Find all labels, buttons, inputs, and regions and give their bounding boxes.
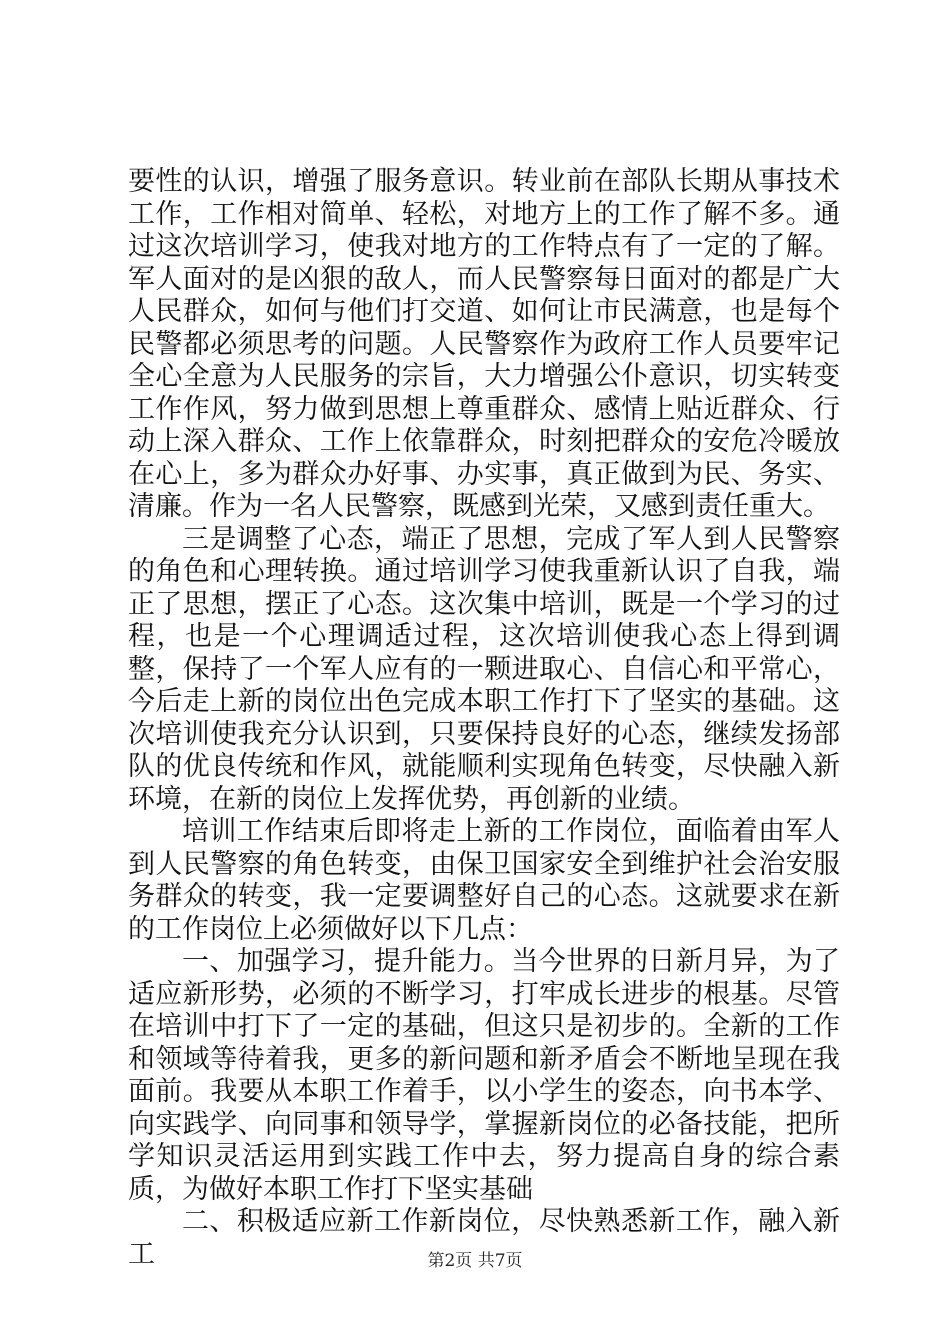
paragraph-4: 一、加强学习，提升能力。当今世界的日新月异，为了适应新形势，必须的不断学习，打牢成长进步的根基。尽管在培训中打下了一定的基础，但这只是初步的。全新的工作和领域等待着我，更多的新问题和新矛盾会不断地呈现在我面前。我要从本职工作着手，以小学生的姿态，向书本学、向实践学、向同事和领导学，掌握新岗位的必备技能，把所学知识灵活运用到实践工作中去，努力提高自身的综合素质，为做好本职工作打下坚实基础 [128,946,840,1205]
page-footer: 第2页 共7页 [427,1251,523,1271]
document-body [128,166,840,1271]
paragraph-3: 培训工作结束后即将走上新的工作岗位，面临着由军人到人民警察的角色转变，由保卫国家安全到维护社会治安服务群众的转变，我一定要调整好自己的心态。这就要求在新的工作岗位上必须做好以下几点： [128,816,840,945]
paragraph-5: 二、积极适应新工作新岗位，尽快熟悉新工作，融入新工 [128,1206,840,1270]
paragraph-2: 三是调整了心态，端正了思想，完成了军人到人民警察的角色和心理转换。通过培训学习使我重新认识了自我，端正了思想，摆正了心态。这次集中培训，既是一个学习的过程，也是一个心理调适过程，这次培训使我心态上得到调整，保持了一个军人应有的一颗进取心、自信心和平常心，今后走上新的岗位出色完成本职工作打下了坚实的基础。这次培训使我充分认识到，只要保持良好的心态，继续发扬部队的优良传统和作风，就能顺利实现角色转变，尽快融入新环境，在新的岗位上发挥优势，再创新的业绩。 [128,523,840,815]
paragraph-1: 要性的认识，增强了服务意识。转业前在部队长期从事技术工作，工作相对简单、轻松，对地方上的工作了解不多。通过这次培训学习，使我对地方的工作特点有了一定的了解。军人面对的是凶狠的敌人，而人民警察每日面对的都是广大人民群众，如何与他们打交道、如何让市民满意，也是每个民警都必须思考的问题。人民警察作为政府工作人员要牢记全心全意为人民服务的宗旨，大力增强公仆意识，切实转变工作作风，努力做到思想上尊重群众、感情上贴近群众、行动上深入群众、工作上依靠群众，时刻把群众的安危冷暖放在心上，多为群众办好事、办实事，真正做到为民、务实、清廉。作为一名人民警察，既感到光荣，又感到责任重大。 [128,166,840,522]
